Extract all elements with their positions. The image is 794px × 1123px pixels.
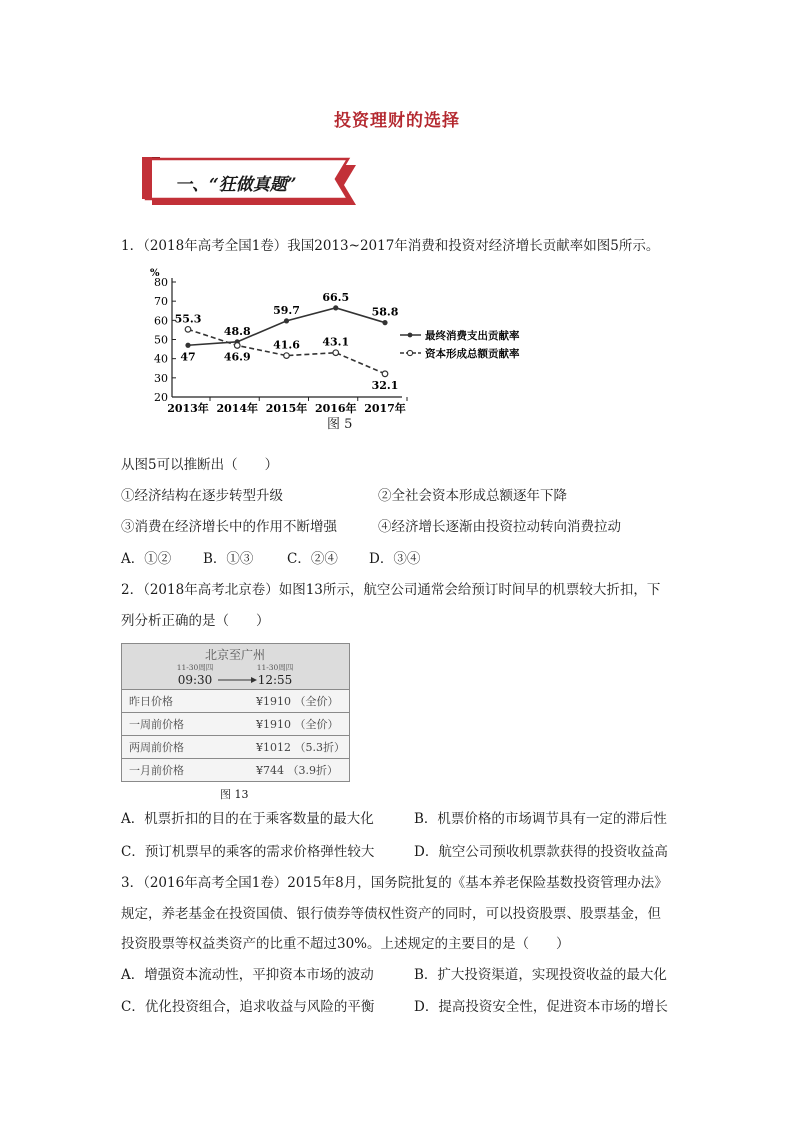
legend-marker-2 (407, 350, 412, 355)
series-2-point (333, 350, 339, 356)
y-tick-label: 60 (154, 314, 168, 328)
q2-figure-caption: 图 13 (220, 788, 249, 801)
data-label: 59.7 (273, 303, 300, 317)
x-tick-label: 2017年 (364, 402, 406, 415)
series-2-point (185, 327, 191, 333)
page-title: 投资理财的选择 (334, 111, 460, 131)
flight-row-price: ¥744 （3.9折） (256, 764, 338, 777)
series-1-point (284, 318, 289, 323)
q3-option-d: D．提高投资安全性，促进资本市场的增长 (414, 999, 668, 1015)
flight-row-label: 一月前价格 (129, 764, 184, 777)
x-tick-label: 2015年 (265, 402, 308, 415)
section-banner: 一、“狂做真题” (175, 175, 297, 195)
q2-option-a: A．机票折扣的目的在于乘客数量的最大化 (121, 811, 374, 827)
x-tick-label: 2016年 (314, 402, 357, 415)
q1-statement-2: ②全社会资本形成总额逐年下降 (378, 488, 567, 504)
q2-stem-line-2: 列分析正确的是（ ） (121, 613, 270, 629)
y-tick-label: 20 (154, 391, 168, 404)
q3-stem-line-2: 规定，养老基金在投资国债、银行债券等债权性资产的同时，可以投资股票、股票基金，但 (121, 906, 661, 922)
q3-stem-line-1: 3．（2016年高考全国1卷）2015年8月，国务院批复的《基本养老保险基数投资管理办法》 (121, 875, 668, 891)
q1-stem: 1．（2018年高考全国1卷）我国2013~2017年消费和投资对经济增长贡献率如图5所示。 (121, 238, 660, 254)
q1-option-c: C．②④ (287, 551, 338, 567)
y-tick-label: 40 (154, 352, 168, 366)
q1-prompt: 从图5可以推断出（ ） (121, 457, 279, 473)
q3-stem-line-3: 投资股票等权益类资产的比重不超过30%。上述规定的主要目的是（ ） (121, 936, 570, 952)
legend-marker-1 (408, 333, 413, 338)
series-1-point (333, 305, 338, 310)
q3-option-c: C．优化投资组合，追求收益与风险的平衡 (121, 999, 375, 1015)
data-label: 55.3 (174, 312, 202, 326)
q1-statement-3: ③消费在经济增长中的作用不断增强 (121, 519, 337, 535)
flight-arr-date: 11-30周四 (256, 663, 294, 672)
y-tick-label: 30 (154, 371, 168, 385)
legend-label-2: 资本形成总额贡献率 (425, 348, 520, 360)
flight-row-price: ¥1910 （全价） (256, 718, 339, 731)
series-2-point (284, 353, 290, 359)
q2-option-d: D．航空公司预收机票款获得的投资收益高 (414, 844, 668, 860)
flight-row-label: 两周前价格 (129, 741, 184, 754)
y-axis-unit: % (150, 268, 160, 279)
q3-option-b: B．扩大投资渠道，实现投资收益的最大化 (414, 967, 667, 983)
y-tick-label: 80 (154, 276, 168, 289)
data-label: 32.1 (371, 378, 399, 392)
series-1-point (185, 343, 190, 348)
q3-option-a: A．增强资本流动性，平抑资本市场的波动 (121, 967, 374, 983)
x-tick-label: 2013年 (167, 402, 209, 415)
q2-option-c: C．预订机票早的乘客的需求价格弹性较大 (121, 844, 375, 860)
flight-row-label: 一周前价格 (129, 718, 184, 731)
data-label: 46.9 (223, 350, 251, 364)
q2-stem-line-1: 2．（2018年高考北京卷）如图13所示，航空公司通常会给预订时间早的机票较大折扣，下 (121, 582, 661, 598)
q1-statement-1: ①经济结构在逐步转型升级 (121, 488, 283, 504)
data-label: 58.8 (371, 305, 399, 319)
series-2-point (382, 371, 388, 377)
q1-option-a: A．①② (121, 551, 172, 567)
series-1-point (382, 320, 387, 325)
q1-option-b: B．①③ (203, 551, 254, 567)
flight-route: 北京至广州 (204, 648, 266, 662)
flight-dep-date: 11-30周四 (176, 663, 214, 672)
q1-figure-caption: 图 5 (327, 417, 353, 432)
data-label: 66.5 (322, 290, 350, 304)
flight-row-price: ¥1012 （5.3折） (256, 741, 345, 754)
data-label: 41.6 (273, 338, 300, 352)
flight-row-label: 昨日价格 (129, 695, 173, 708)
x-tick-label: 2014年 (216, 402, 259, 415)
data-label: 43.1 (322, 335, 350, 349)
data-label: 47 (180, 350, 196, 364)
q1-statement-4: ④经济增长逐渐由投资拉动转向消费拉动 (378, 519, 621, 535)
flight-arr-time: 12:55 (257, 673, 293, 687)
ribbon-tab (142, 157, 152, 199)
series-2-point (234, 343, 240, 349)
flight-dep-time: 09:30 (177, 673, 213, 687)
legend-label-1: 最终消费支出贡献率 (425, 330, 520, 342)
figure-13-flight-price-table (121, 643, 350, 783)
q2-option-b: B．机票价格的市场调节具有一定的滞后性 (414, 811, 667, 827)
data-label: 48.8 (223, 324, 251, 338)
flight-row-price: ¥1910 （全价） (256, 695, 339, 708)
figure-5-line-chart (140, 265, 540, 430)
y-tick-label: 70 (154, 295, 168, 309)
q1-option-d: D．③④ (369, 551, 421, 567)
y-tick-label: 50 (154, 333, 168, 347)
